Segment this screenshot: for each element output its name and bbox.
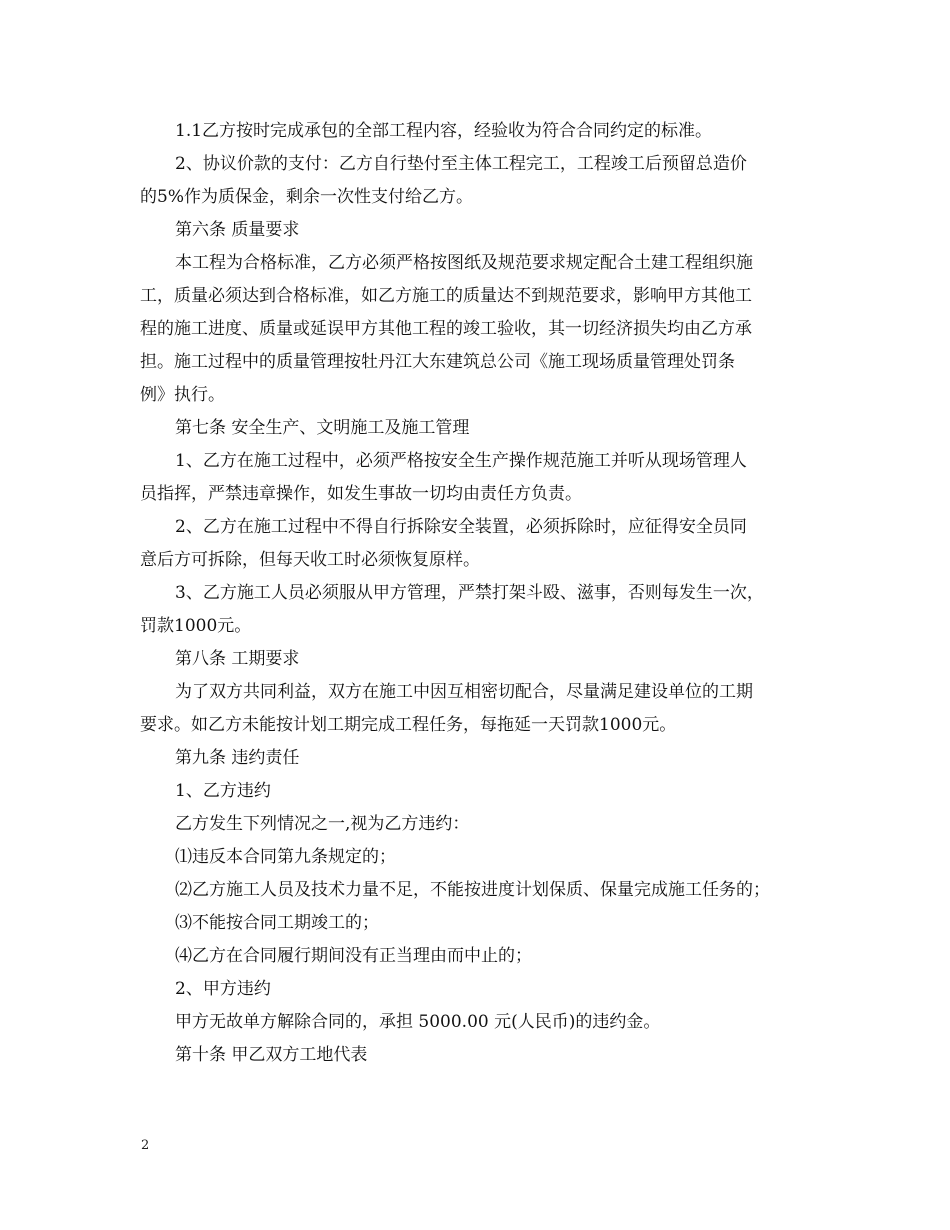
text-line: ⑶不能按合同工期竣工的；: [175, 913, 379, 933]
text-line: 2、甲方违约: [175, 979, 271, 999]
text-line: 的5%作为质保金，剩余一次性支付给乙方。: [140, 187, 473, 207]
text-line: ⑴违反本合同第九条规定的；: [175, 847, 396, 867]
text-line: 工，质量必须达到合格标准，如乙方施工的质量达不到规范要求，影响甲方其他工: [140, 286, 752, 306]
text-line: 本工程为合格标准，乙方必须严格按图纸及规范要求规定配合土建工程组织施: [175, 253, 753, 273]
document-body: [140, 115, 820, 1072]
text-line: 1、乙方违约: [175, 781, 271, 801]
text-line: 为了双方共同利益，双方在施工中因互相密切配合，尽量满足建设单位的工期: [175, 682, 753, 702]
text-line: 1.1乙方按时完成承包的全部工程内容，经验收为符合合同约定的标准。: [175, 121, 713, 141]
text-line: 例》执行。: [140, 385, 225, 405]
text-line: ⑷乙方在合同履行期间没有正当理由而中止的；: [175, 946, 532, 966]
text-line: 2、乙方在施工过程中不得自行拆除安全装置，必须拆除时，应征得安全员同: [175, 517, 747, 537]
text-line: 程的施工进度、质量或延误甲方其他工程的竣工验收，其一切经济损失均由乙方承: [140, 319, 752, 339]
text-line: 第九条 违约责任: [175, 748, 300, 768]
text-line: 担。施工过程中的质量管理按牡丹江大东建筑总公司《施工现场质量管理处罚条: [140, 352, 735, 372]
text-line: 第六条 质量要求: [175, 220, 300, 240]
text-line: 第八条 工期要求: [175, 649, 300, 669]
text-line: 2、协议价款的支付：乙方自行垫付至主体工程完工，工程竣工后预留总造价: [175, 154, 747, 174]
page-number: 2: [141, 1138, 150, 1153]
text-line: 员指挥，严禁违章操作，如发生事故一切均由责任方负责。: [140, 484, 582, 504]
text-line: 3、乙方施工人员必须服从甲方管理，严禁打架斗殴、滋事，否则每发生一次，: [175, 583, 764, 603]
text-line: 要求。如乙方未能按计划工期完成工程任务，每拖延一天罚款1000元。: [140, 715, 677, 735]
text-line: 甲方无故单方解除合同的，承担 5000.00 元(人民币)的违约金。: [175, 1012, 661, 1032]
text-line: 第十条 甲乙双方工地代表: [175, 1045, 368, 1065]
text-line: 乙方发生下列情况之一,视为乙方违约：: [175, 814, 470, 834]
text-line: 第七条 安全生产、文明施工及施工管理: [175, 418, 470, 438]
text-line: 1、乙方在施工过程中，必须严格按安全生产操作规范施工并听从现场管理人: [175, 451, 747, 471]
text-line: 意后方可拆除，但每天收工时必须恢复原样。: [140, 550, 480, 570]
text-line: ⑵乙方施工人员及技术力量不足，不能按进度计划保质、保量完成施工任务的；: [175, 880, 770, 900]
text-line: 罚款1000元。: [140, 616, 252, 636]
